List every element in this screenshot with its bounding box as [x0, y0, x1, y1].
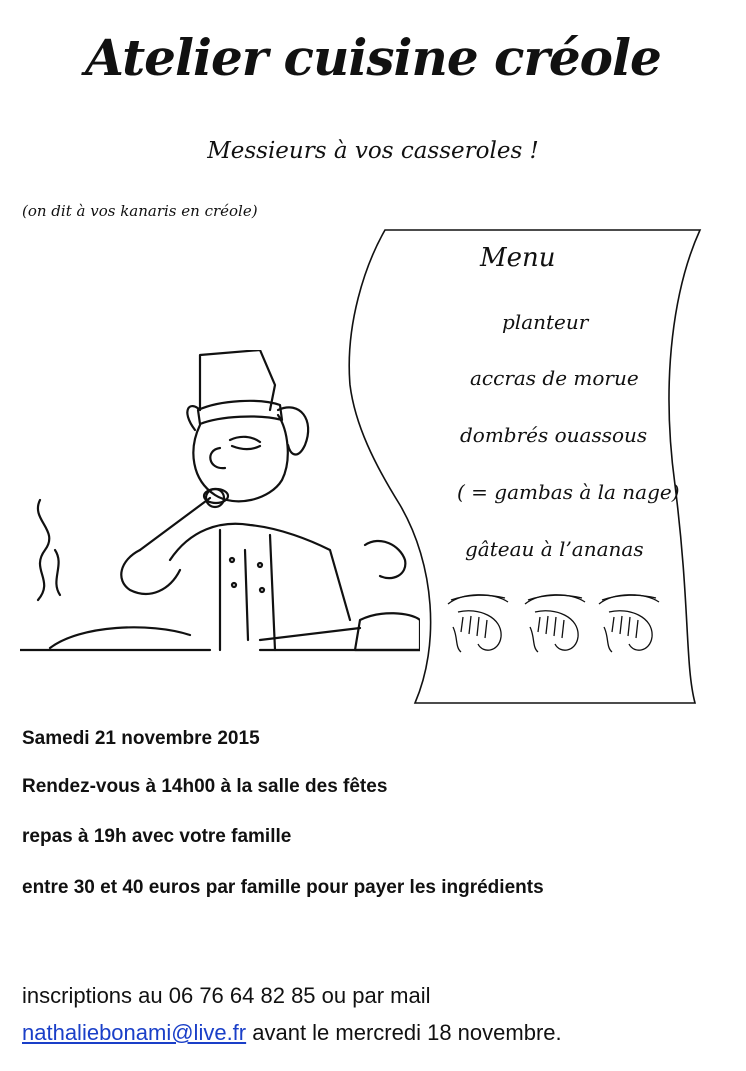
deadline-text: avant le mercredi 18 novembre.	[246, 1020, 562, 1045]
menu-item: gâteau à l’ananas	[465, 537, 644, 561]
email-link[interactable]: nathaliebonami@live.fr	[22, 1020, 247, 1045]
subtitle: Messieurs à vos casseroles !	[207, 138, 539, 164]
event-meeting: Rendez-vous à 14h00 à la salle des fêtes	[22, 776, 388, 797]
menu-title: Menu	[480, 243, 556, 273]
menu-item: accras de morue	[470, 366, 639, 390]
menu-item: planteur	[502, 310, 589, 334]
event-dinner: repas à 19h avec votre famille	[22, 826, 292, 847]
shrimp-icon	[520, 592, 590, 657]
event-date: Samedi 21 novembre 2015	[22, 728, 260, 749]
shrimp-icon	[443, 592, 513, 657]
event-cost: entre 30 et 40 euros par famille pour payer les ingrédients	[22, 877, 544, 898]
registration-deadline	[22, 1020, 562, 1046]
registration-phone: inscriptions au 06 76 64 82 85 ou par mail	[22, 983, 431, 1008]
page-title: Atelier cuisine créole	[85, 28, 661, 87]
creole-note: (on dit à vos kanaris en créole)	[22, 202, 258, 220]
shrimp-icon	[594, 592, 664, 657]
menu-item: dombrés ouassous	[460, 423, 648, 447]
menu-item: ( = gambas à la nage)	[457, 480, 680, 504]
